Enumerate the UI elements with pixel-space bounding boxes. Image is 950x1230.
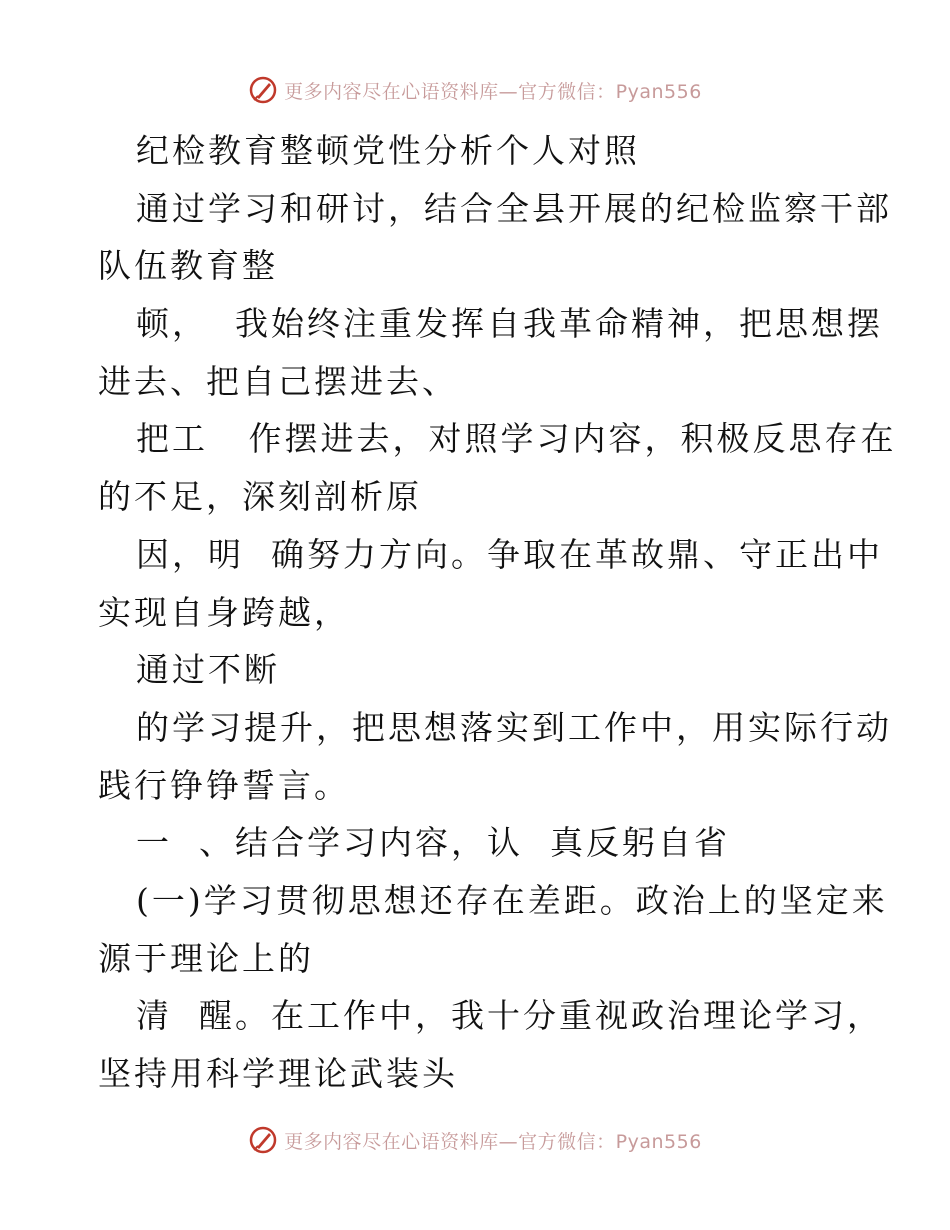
paragraph-line: 通过不断 [136, 650, 280, 690]
red-quill-logo-icon [248, 1125, 278, 1155]
paragraph-line: 坚持用科学理论武装头 [98, 1054, 458, 1093]
paragraph-line: 清 醒。在工作中，我十分重视政治理论学习， [136, 996, 883, 1036]
document-title: 纪检教育整顿党性分析个人对照 [136, 131, 640, 170]
banner-text: 更多内容尽在心语资料库—官方微信：Pyan556 [284, 80, 702, 103]
paragraph-line: 顿， 我始终注重发挥自我革命精神，把思想摆 [136, 304, 883, 344]
paragraph-line: 把工 作摆进去，对照学习内容，积极反思存在 [136, 419, 897, 459]
paragraph-line: 源于理论上的 [98, 938, 314, 978]
paragraph-line: 队伍教育整 [98, 246, 278, 286]
paragraph-line: 践行铮铮誓言。 [98, 765, 350, 805]
paragraph-line: 因，明 确努力方向。争取在革故鼎、守正出中 [136, 534, 883, 574]
document-body [98, 122, 897, 1103]
banner-text: 更多内容尽在心语资料库—官方微信：Pyan556 [284, 1130, 702, 1153]
section-heading: 一 、结合学习内容，认 真反躬自省 [136, 823, 730, 863]
paragraph-line: 的学习提升，把思想落实到工作中，用实际行动 [136, 707, 892, 747]
paragraph-line: 通过学习和研讨，结合全县开展的纪检监察干部 [136, 188, 892, 228]
paragraph-line: 进去、把自己摆进去、 [98, 361, 458, 401]
red-quill-logo-icon [248, 75, 278, 105]
paragraph-line: 的不足，深刻剖析原 [98, 477, 422, 517]
footer-banner [0, 1120, 950, 1160]
header-banner [0, 70, 950, 110]
paragraph-line: (一)学习贯彻思想还存在差距。政治上的坚定来 [136, 880, 888, 920]
paragraph-line: 实现自身跨越， [98, 592, 350, 632]
